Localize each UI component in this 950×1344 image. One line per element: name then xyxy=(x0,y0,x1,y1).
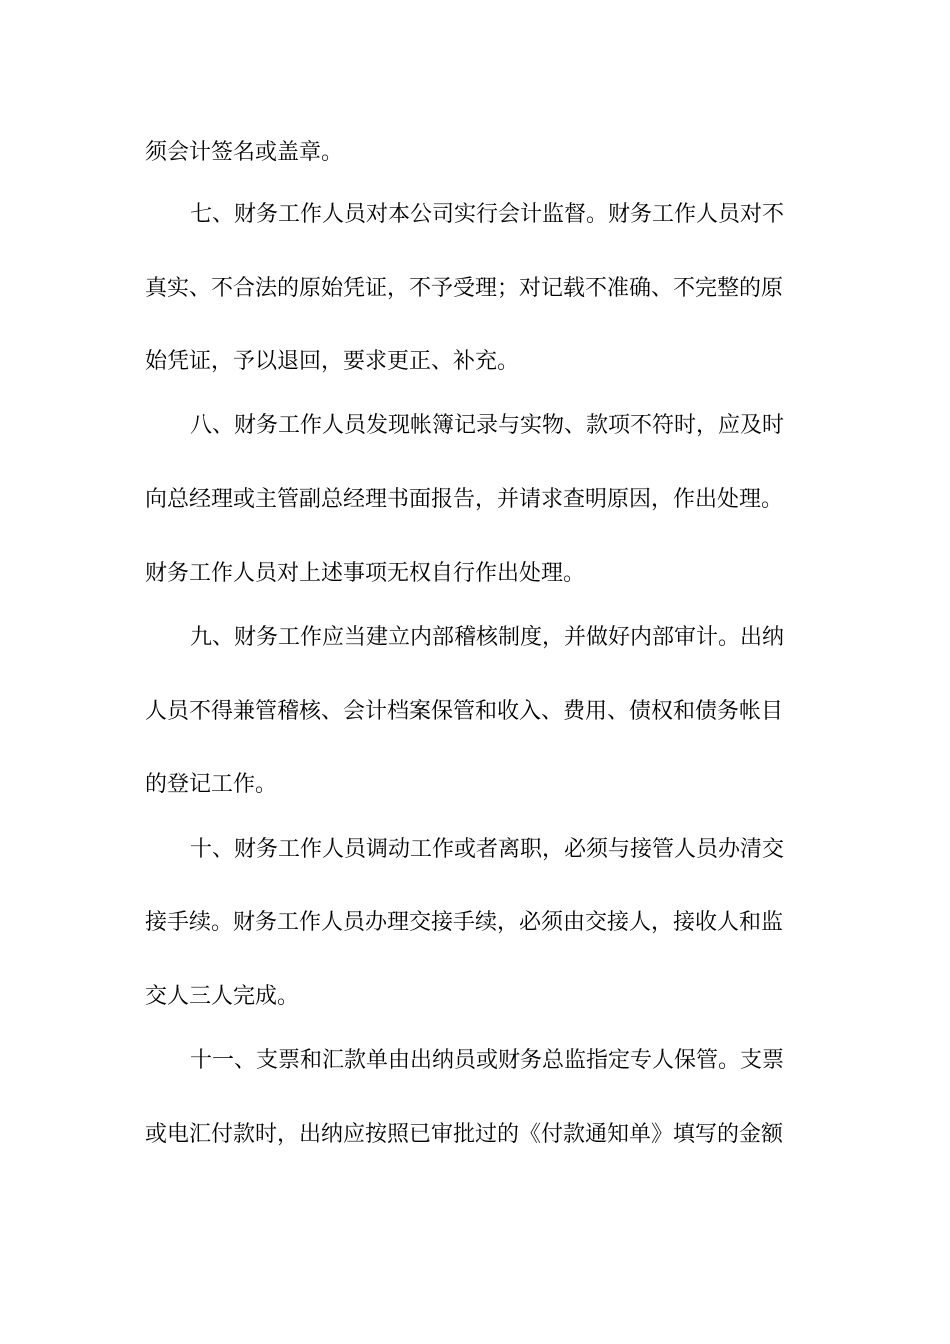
paragraph-7-line-1: 七、财务工作人员对本公司实行会计监督。财务工作人员对不 xyxy=(190,202,785,227)
paragraph-8-line-1: 八、财务工作人员发现帐簿记录与实物、款项不符时，应及时 xyxy=(190,413,785,438)
text-line: 财务工作人员对上述事项无权自行作出处理。 xyxy=(145,561,586,586)
text-line: 真实、不合法的原始凭证，不予受理；对记载不准确、不完整的原 xyxy=(145,276,784,301)
text-line: 或电汇付款时，出纳应按照已审批过的《付款通知单》填写的金额 xyxy=(145,1122,784,1147)
text-line: 向总经理或主管副总经理书面报告，并请求查明原因，作出处理。 xyxy=(145,487,784,512)
text-line: 须会计签名或盖章。 xyxy=(145,140,344,165)
paragraph-9-line-1: 九、财务工作应当建立内部稽核制度，并做好内部审计。出纳 xyxy=(190,625,785,650)
paragraph-10-line-1: 十、财务工作人员调动工作或者离职，必须与接管人员办清交 xyxy=(190,837,785,862)
text-line: 的登记工作。 xyxy=(145,772,278,797)
text-line: 始凭证，予以退回，要求更正、补充。 xyxy=(145,349,520,374)
text-line: 交人三人完成。 xyxy=(145,984,300,1009)
paragraph-11-line-1: 十一、支票和汇款单由出纳员或财务总监指定专人保管。支票 xyxy=(190,1048,785,1073)
text-line: 接手续。财务工作人员办理交接手续，必须由交接人，接收人和监 xyxy=(145,910,784,935)
text-line: 人员不得兼管稽核、会计档案保管和收入、费用、债权和债务帐目 xyxy=(145,699,784,724)
